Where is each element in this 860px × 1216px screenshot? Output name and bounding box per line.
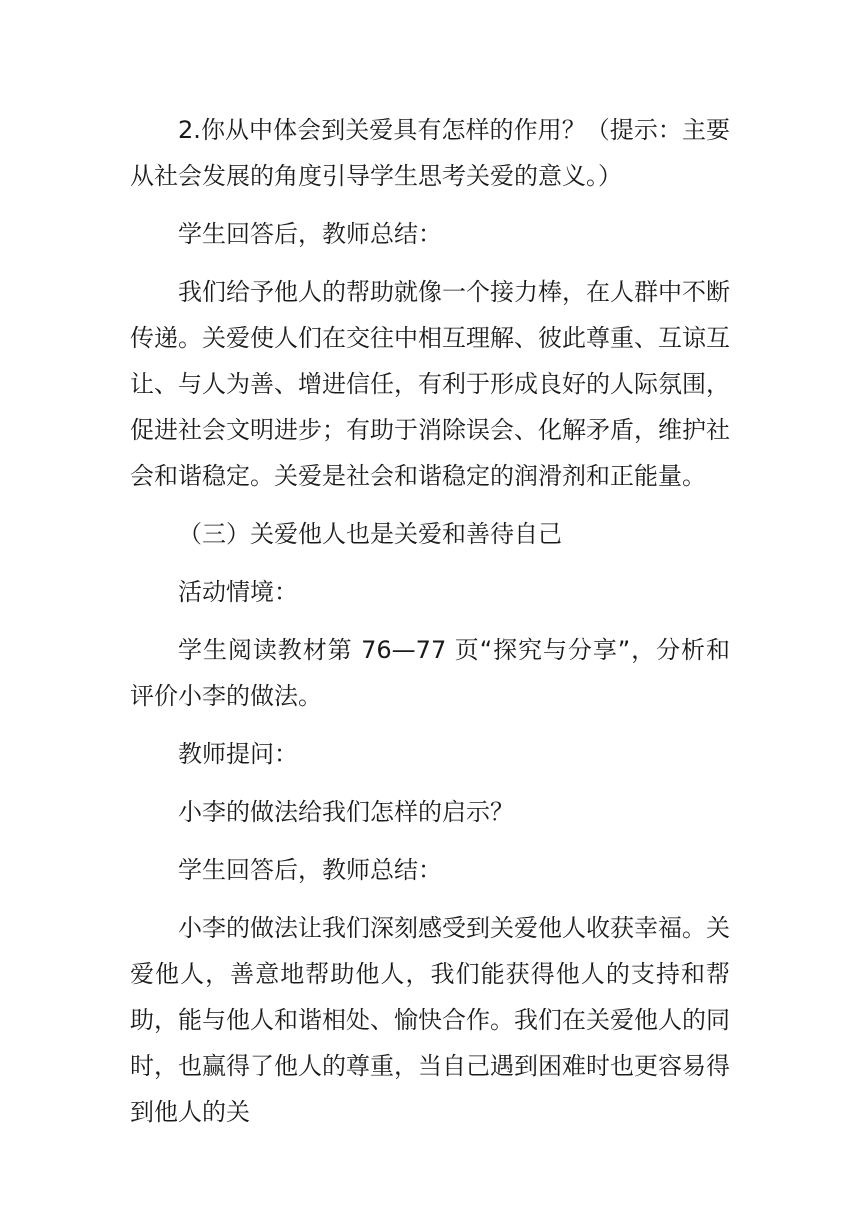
document-page	[130, 107, 730, 1147]
teacher-question-label: 教师提问：	[178, 740, 298, 768]
activity-label: 活动情境：	[178, 578, 298, 606]
summary-paragraph-2: 小李的做法让我们深刻感受到关爱他人收获幸福。关爱他人，善意地帮助他人，我们能获得他人的支持和帮助，能与他人和谐相处、愉快合作。我们在关爱他人的同时，也赢得了他人的尊重，当自己遇到困难时也更容易得到他人的关	[130, 914, 730, 1126]
question-paragraph: 2.你从中体会到关爱具有怎样的作用？（提示：主要从社会发展的角度引导学生思考关爱的意义。）	[130, 116, 730, 190]
summary-paragraph: 我们给予他人的帮助就像一个接力棒，在人群中不断传递。关爱使人们在交往中相互理解、彼此尊重、互谅互让、与人为善、增进信任，有利于形成良好的人际氛围，促进社会文明进步；有助于消除误会、化解矛盾，维护社会和谐稳定。关爱是社会和谐稳定的润滑剂和正能量。	[130, 278, 730, 490]
question-text: 小李的做法给我们怎样的启示？	[178, 798, 514, 826]
teacher-summary-label: 学生回答后，教师总结：	[178, 220, 442, 248]
section-heading: （三）关爱他人也是关爱和善待自己	[178, 520, 562, 548]
activity-paragraph: 学生阅读教材第 76—77 页“探究与分享”，分析和评价小李的做法。	[130, 636, 730, 710]
teacher-summary-label-2: 学生回答后，教师总结：	[178, 856, 442, 884]
